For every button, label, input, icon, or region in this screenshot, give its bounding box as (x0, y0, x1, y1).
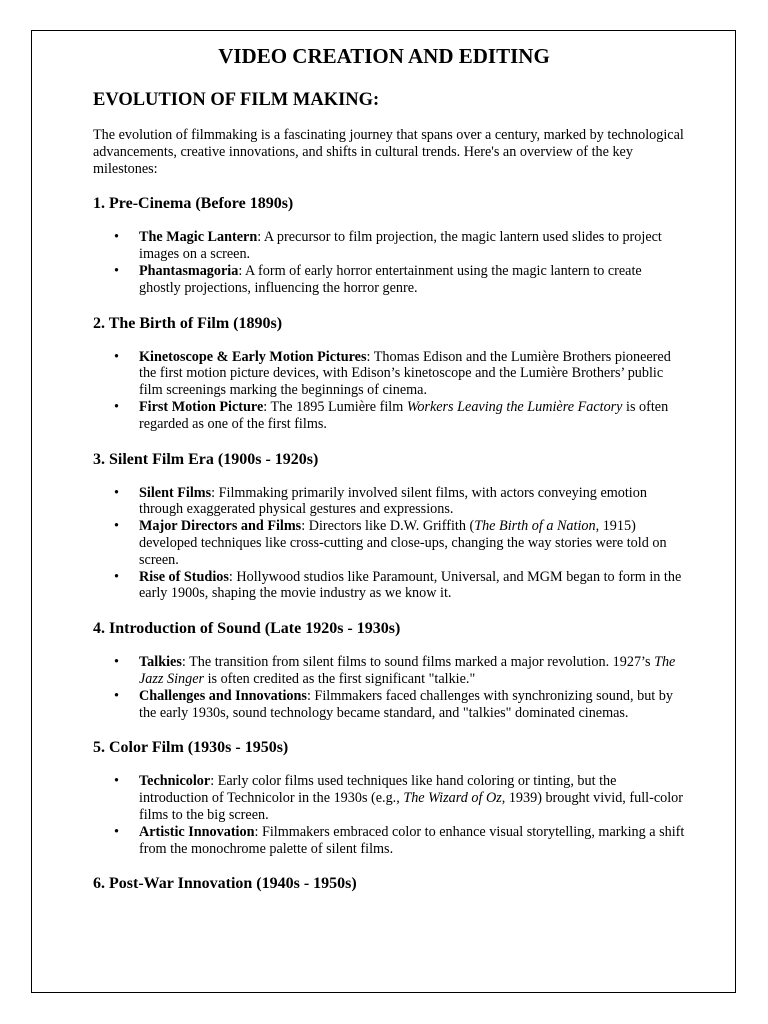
list-item (93, 654, 685, 688)
item-text: : Filmmaking primarily involved silent films, with actors conveying emotion through exaggerated physical gestures and expressions. (139, 484, 647, 518)
document-title: VIDEO CREATION AND EDITING (218, 44, 550, 68)
item-text: : Early color films used techniques like hand coloring or tinting, but the introduction of Technicolor in the 1930s (e.g., (139, 773, 617, 807)
item-text: : Filmmakers faced challenges with synchronizing sound, but by the early 1930s, sound technology became standard, and "talkies" dominated cinemas. (139, 687, 673, 721)
film-title: The Jazz Singer (139, 654, 676, 687)
list-item (93, 263, 685, 297)
document-content (93, 42, 685, 894)
section-pre-cinema (93, 194, 685, 296)
bullet-icon: • (114, 823, 119, 840)
bullet-icon: • (114, 687, 119, 704)
section-title: 4. Introduction of Sound (Late 1920s - 1930s) (93, 620, 401, 638)
item-text-tail: is often credited as the first significant "talkie." (204, 670, 476, 687)
section-title: 1. Pre-Cinema (Before 1890s) (93, 195, 294, 213)
list-item (93, 485, 685, 519)
list-item (93, 229, 685, 263)
item-term: First Motion Picture (139, 398, 264, 415)
section-title: 2. The Birth of Film (1890s) (93, 314, 283, 332)
item-term: Challenges and Innovations (139, 687, 307, 704)
bullet-icon: • (114, 484, 119, 501)
bullet-list (93, 349, 685, 433)
bullet-icon: • (114, 229, 119, 246)
bullet-icon: • (114, 773, 119, 790)
item-text: : A form of early horror entertainment using the magic lantern to create ghostly projections, influencing the horror genre. (139, 262, 642, 296)
intro-paragraph: The evolution of filmmaking is a fascinating journey that spans over a century, marked by technological advancements, creative innovations, and shifts in cultural trends. Here's an overview of the key milestones: (93, 127, 684, 177)
list-item (93, 518, 685, 568)
item-text: : Thomas Edison and the Lumière Brothers pioneered the first motion picture devices, with Edison’s kinetoscope and the Lumière Brothers’ public film screenings marking the beginnings of cinema. (139, 348, 671, 399)
item-text: : The 1895 Lumière film (263, 398, 407, 415)
item-text: : A precursor to film projection, the magic lantern used slides to project images on a screen. (139, 229, 662, 263)
item-term: Phantasmagoria (139, 262, 239, 279)
item-term: Technicolor (139, 773, 211, 790)
item-text-tail: , 1915) developed techniques like cross-cutting and close-ups, changing the way stories were told on screen. (139, 518, 667, 568)
item-term: Artistic Innovation (139, 823, 255, 840)
list-item (93, 688, 685, 722)
section-heading: EVOLUTION OF FILM MAKING: (93, 90, 380, 110)
bullet-icon: • (114, 654, 119, 671)
section-post-war-innovation (93, 874, 685, 894)
item-term: Talkies (139, 654, 182, 671)
item-term: Silent Films (139, 484, 212, 501)
bullet-list (93, 485, 685, 603)
item-term: Rise of Studios (139, 568, 229, 585)
list-item (93, 569, 685, 603)
bullet-list (93, 773, 685, 857)
item-text-tail: , 1939) brought vivid, full-color films to the big screen. (139, 790, 683, 823)
bullet-icon: • (114, 348, 119, 365)
section-silent-film-era (93, 450, 685, 603)
bullet-icon: • (114, 518, 119, 535)
section-title: 3. Silent Film Era (1900s - 1920s) (93, 450, 319, 468)
bullet-list (93, 654, 685, 721)
list-item (93, 773, 685, 823)
list-item (93, 824, 685, 858)
section-introduction-of-sound (93, 619, 685, 721)
list-item (93, 399, 685, 433)
bullet-list (93, 229, 685, 296)
item-text-tail: is often regarded as one of the first films. (139, 398, 669, 432)
item-term: Kinetoscope & Early Motion Pictures (139, 348, 367, 365)
bullet-icon: • (114, 262, 119, 279)
item-text: : Hollywood studios like Paramount, Universal, and MGM began to form in the early 1900s, shaping the movie industry as we know it. (139, 568, 682, 602)
section-title: 5. Color Film (1930s - 1950s) (93, 739, 289, 757)
list-item (93, 349, 685, 399)
section-birth-of-film (93, 314, 685, 433)
film-title: The Wizard of Oz (403, 790, 502, 807)
film-title: The Birth of a Nation (474, 518, 596, 535)
bullet-icon: • (114, 398, 119, 415)
item-text: : Filmmakers embraced color to enhance visual storytelling, marking a shift from the monochrome palette of silent films. (139, 823, 685, 857)
item-term: Major Directors and Films (139, 518, 302, 535)
section-title: 6. Post-War Innovation (1940s - 1950s) (93, 875, 357, 893)
film-title: Workers Leaving the Lumière Factory (406, 398, 623, 415)
item-text: : The transition from silent films to sound films marked a major revolution. 1927’s (181, 654, 655, 671)
section-color-film (93, 738, 685, 857)
bullet-icon: • (114, 568, 119, 585)
item-term: The Magic Lantern (139, 229, 258, 246)
item-text: : Directors like D.W. Griffith ( (301, 518, 475, 535)
